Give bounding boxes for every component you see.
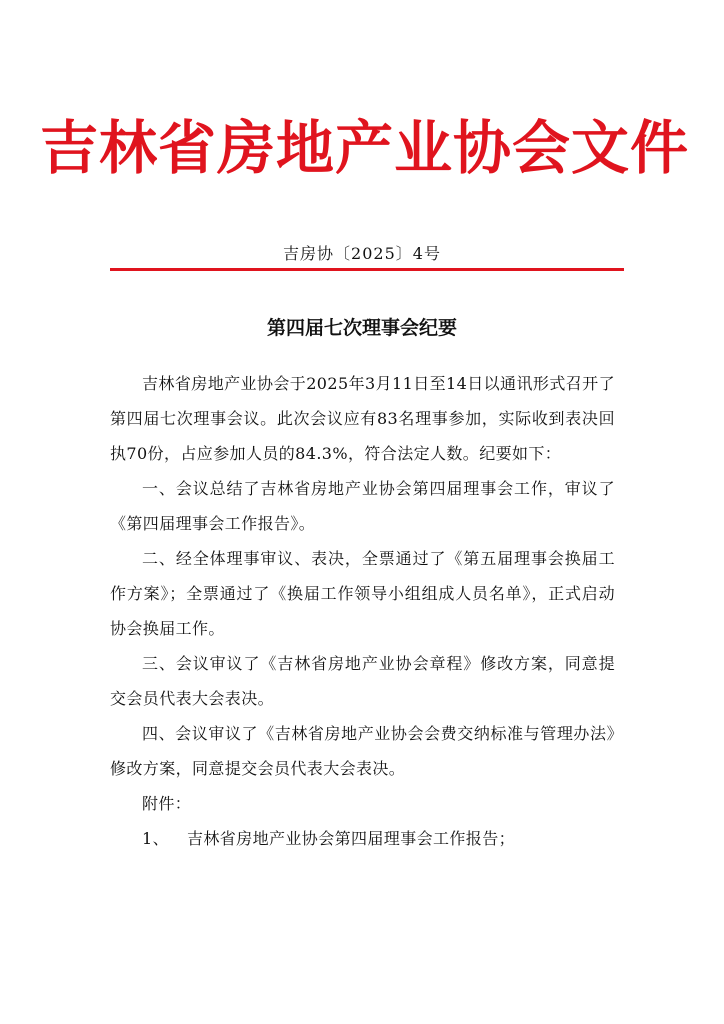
body-paragraph-intro: 吉林省房地产业协会于2025年3月11日至14日以通讯形式召开了第四届七次理事会议。此次会议应有83名理事参加，实际收到表决回执70份，占应参加人员的84.3%，符合法定人数。纪要如下：: [110, 374, 615, 463]
attachments-label: 附件：: [142, 794, 192, 813]
body-paragraph-item-4: 四、会议审议了《吉林省房地产业协会会费交纳标准与管理办法》修改方案，同意提交会员代表大会表决。: [110, 724, 615, 778]
document-number: 吉房协〔2025〕4号: [283, 244, 441, 263]
document-body: [110, 366, 615, 856]
attachment-number: 1、: [142, 829, 169, 848]
organization-header-title: 吉林省房地产业协会文件: [40, 114, 690, 182]
header-red-rule: [110, 268, 624, 271]
body-paragraph-item-1: 一、会议总结了吉林省房地产业协会第四届理事会工作，审议了《第四届理事会工作报告》。: [110, 479, 615, 533]
body-paragraph-item-3: 三、会议审议了《吉林省房地产业协会章程》修改方案，同意提交会员代表大会表决。: [110, 654, 615, 708]
attachment-item: [110, 821, 615, 856]
document-title: 第四届七次理事会纪要: [266, 317, 457, 339]
attachment-text: 吉林省房地产业协会第四届理事会工作报告；: [187, 829, 516, 848]
body-paragraph-item-2: 二、经全体理事审议、表决，全票通过了《第五届理事会换届工作方案》；全票通过了《换届工作领导小组组成人员名单》，正式启动协会换届工作。: [110, 549, 615, 638]
